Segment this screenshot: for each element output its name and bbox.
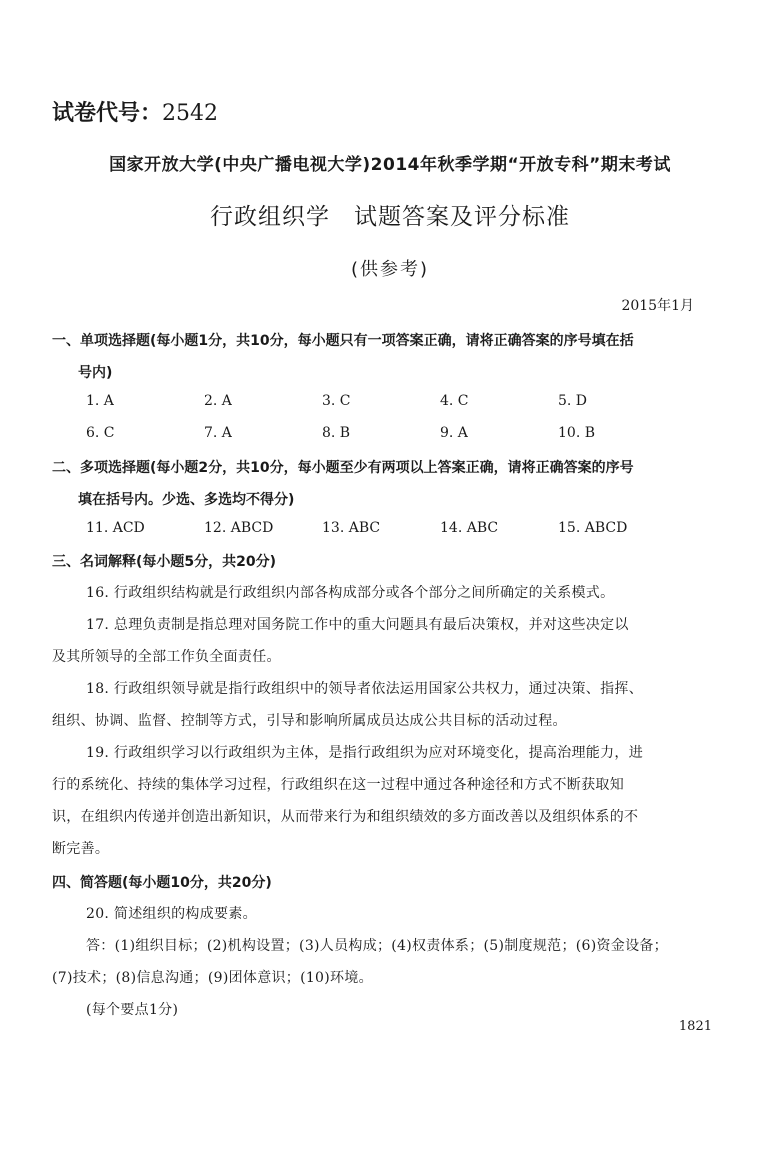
section-4-heading: 四、简答题(每小题10分，共20分) (52, 875, 272, 891)
answer-11: 11. ACD (86, 520, 145, 536)
reference-note: (供参考) (350, 259, 430, 280)
answer-5: 5. D (558, 393, 588, 409)
section-2-heading: 二、多项选择题(每小题2分，共10分，每小题至少有两项以上答案正确，请将正确答案的序号 (52, 460, 634, 476)
section-1-heading-cont: 号内) (78, 365, 113, 381)
exam-code-label: 试卷代号： (52, 101, 163, 126)
answer-17-line-2: 及其所领导的全部工作负全面责任。 (52, 649, 281, 665)
answer-7: 7. A (204, 425, 232, 441)
answer-10: 10. B (558, 425, 596, 441)
answer-12: 12. ABCD (204, 520, 274, 536)
question-20: 20. 简述组织的构成要素。 (86, 906, 257, 922)
answer-18-line-1: 18. 行政组织领导就是指行政组织中的领导者依法运用国家公共权力，通过决策、指挥、 (86, 681, 644, 697)
section-1-heading: 一、单项选择题(每小题1分，共10分，每小题只有一项答案正确，请将正确答案的序号填在括 (52, 333, 634, 349)
answer-4: 4. C (440, 393, 469, 409)
scoring-note: (每个要点1分) (86, 1002, 179, 1018)
answer-14: 14. ABC (440, 520, 499, 536)
answer-8: 8. B (322, 425, 351, 441)
answer-17-line-1: 17. 总理负责制是指总理对国务院工作中的重大问题具有最后决策权，并对这些决定以 (86, 617, 629, 633)
answer-20-line-2: (7)技术；(8)信息沟通；(9)团体意识；(10)环境。 (52, 970, 373, 986)
answer-15: 15. ABCD (558, 520, 628, 536)
answer-9: 9. A (440, 425, 468, 441)
answer-16: 16. 行政组织结构就是行政组织内部各构成部分或各个部分之间所确定的关系模式。 (86, 585, 615, 601)
page-number: 1821 (678, 1019, 712, 1034)
answer-1: 1. A (86, 393, 114, 409)
answer-19-line-4: 断完善。 (52, 841, 110, 857)
document-title: 行政组织学 试题答案及评分标准 (210, 204, 570, 230)
answer-2: 2. A (204, 393, 232, 409)
section-3-heading: 三、名词解释(每小题5分，共20分) (52, 554, 277, 570)
answer-6: 6. C (86, 425, 115, 441)
answer-3: 3. C (322, 393, 351, 409)
answer-19-line-2: 行的系统化、持续的集体学习过程，行政组织在这一过程中通过各种途径和方式不断获取知 (52, 777, 624, 793)
section-2-heading-cont: 填在括号内。少选、多选均不得分) (78, 492, 295, 508)
exam-code (52, 96, 218, 127)
answer-19-line-3: 识，在组织内传递并创造出新知识，从而带来行为和组织绩效的多方面改善以及组织体系的不 (52, 809, 639, 825)
answer-18-line-2: 组织、协调、监督、控制等方式，引导和影响所属成员达成公共目标的活动过程。 (52, 713, 567, 729)
exam-title: 国家开放大学(中央广播电视大学)2014年秋季学期“开放专科”期末考试 (109, 155, 671, 175)
answer-13: 13. ABC (322, 520, 381, 536)
answer-20-line-1: 答：(1)组织目标；(2)机构设置；(3)人员构成；(4)权责体系；(5)制度规范；(6)资金设备； (86, 938, 668, 954)
document-date: 2015年1月 (621, 298, 694, 314)
exam-code-number: 2542 (162, 101, 219, 126)
answer-19-line-1: 19. 行政组织学习以行政组织为主体，是指行政组织为应对环境变化，提高治理能力，进 (86, 745, 644, 761)
